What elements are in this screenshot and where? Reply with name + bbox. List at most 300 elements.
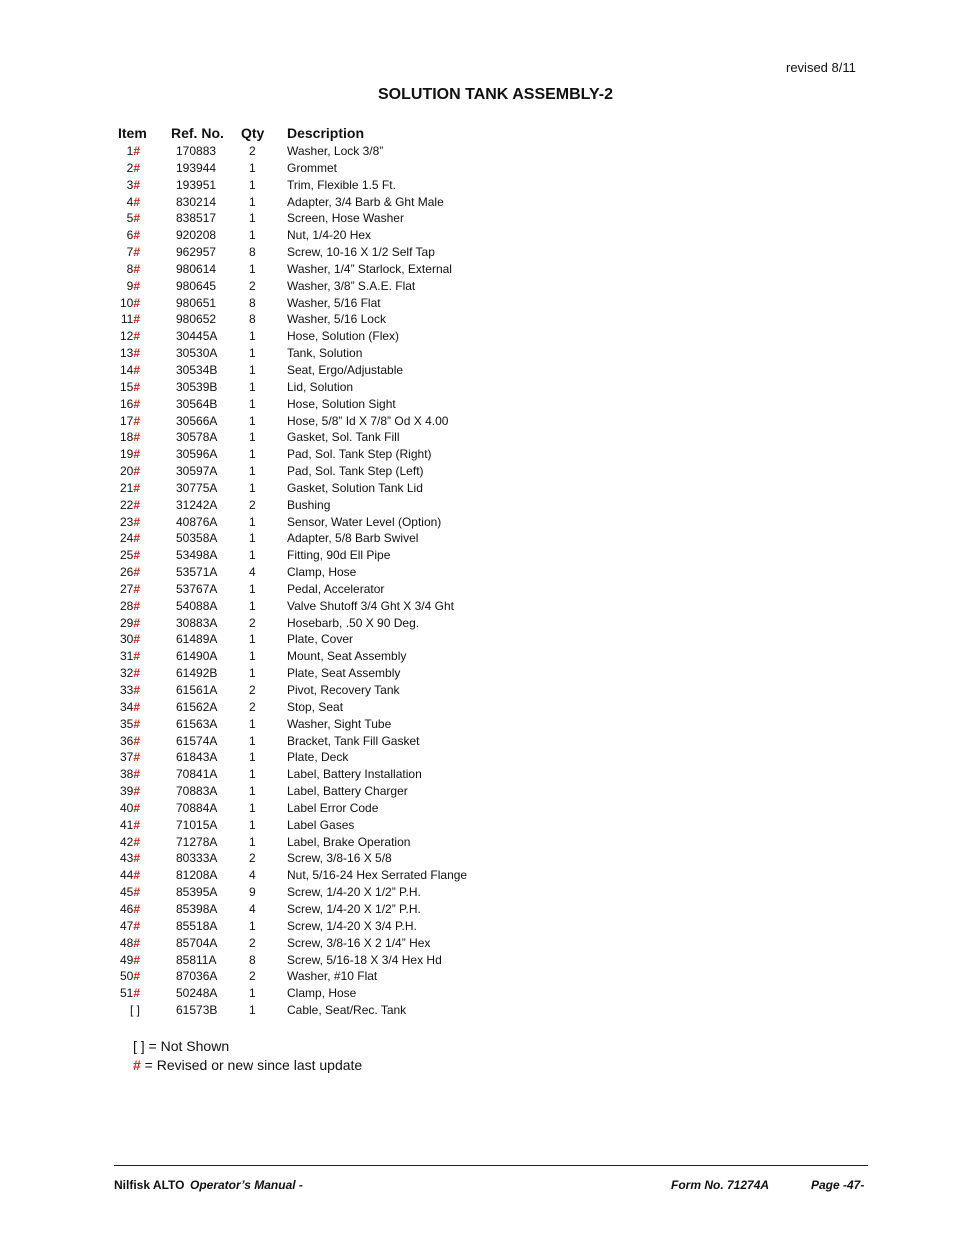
quantity: 1 (249, 581, 256, 596)
description: Label Error Code (287, 800, 379, 815)
quantity: 2 (249, 615, 256, 630)
ref-number: 61573B (176, 1003, 218, 1018)
table-row (100, 463, 520, 480)
item-number-value: 25 (119, 548, 134, 563)
item-number (120, 682, 140, 699)
item-number (120, 733, 140, 750)
revision-mark: # (133, 834, 140, 849)
description: Screw, 3/8-16 X 5/8 (287, 851, 392, 866)
description: Plate, Seat Assembly (287, 666, 401, 681)
item-number (120, 615, 140, 632)
description: Washer, Sight Tube (287, 716, 392, 731)
item-number-value: 29 (119, 615, 134, 630)
quantity: 1 (249, 228, 256, 243)
description: Washer, 5/16 Flat (287, 295, 381, 310)
table-row (100, 783, 520, 800)
item-number (127, 143, 140, 160)
table-row (100, 935, 520, 952)
description: Clamp, Hose (287, 986, 357, 1001)
description: Plate, Deck (287, 750, 349, 765)
quantity: 1 (249, 918, 256, 933)
item-number (127, 160, 140, 177)
item-number-value: 15 (119, 379, 134, 394)
description: Nut, 1/4-20 Hex (287, 228, 372, 243)
table-row (100, 497, 520, 514)
quantity: 4 (249, 868, 256, 883)
ref-number: 70884A (176, 800, 218, 815)
revision-mark: # (133, 329, 140, 344)
ref-number: 53571A (176, 565, 218, 580)
ref-number: 70883A (176, 784, 218, 799)
revised-date: revised 8/11 (786, 60, 856, 75)
revision-mark: # (133, 935, 140, 950)
quantity: 1 (249, 413, 256, 428)
description: Lid, Solution (287, 379, 354, 394)
description: Nut, 5/16-24 Hex Serrated Flange (287, 868, 468, 883)
table-row (100, 295, 520, 312)
revision-mark: # (133, 598, 140, 613)
revision-mark: # (133, 261, 140, 276)
item-number-value: 49 (119, 952, 134, 967)
item-number (120, 918, 140, 935)
ref-number: 980614 (176, 261, 217, 276)
quantity: 1 (249, 750, 256, 765)
revision-mark: # (133, 480, 140, 495)
column-header-item: Item (118, 125, 147, 141)
table-row (100, 194, 520, 211)
item-number-value: 38 (119, 767, 134, 782)
item-number-value: 46 (119, 901, 134, 916)
item-number-value: 37 (119, 750, 134, 765)
table-row (100, 413, 520, 430)
quantity: 1 (249, 160, 256, 175)
item-number (120, 598, 140, 615)
ref-number: 85395A (176, 885, 218, 900)
description: Trim, Flexible 1.5 Ft. (287, 177, 396, 192)
item-number-value: 4 (126, 194, 134, 209)
table-row (100, 362, 520, 379)
ref-number: 30539B (176, 379, 218, 394)
ref-number: 30566A (176, 413, 218, 428)
item-number (120, 413, 140, 430)
quantity: 1 (249, 598, 256, 613)
item-number (120, 530, 140, 547)
table-row (100, 244, 520, 261)
item-number-value: 35 (119, 716, 134, 731)
item-number-value: 36 (119, 733, 134, 748)
item-number (120, 514, 140, 531)
revision-mark: # (133, 413, 140, 428)
item-number-value: 31 (119, 649, 134, 664)
table-row (100, 530, 520, 547)
quantity: 2 (249, 497, 256, 512)
item-number (120, 766, 140, 783)
item-number-value: 42 (119, 834, 134, 849)
item-number-value: 12 (119, 329, 134, 344)
quantity: 1 (249, 177, 256, 192)
ref-number: 53767A (176, 581, 218, 596)
description: Bushing (287, 497, 331, 512)
item-number (120, 985, 140, 1002)
quantity: 9 (249, 885, 256, 900)
item-number-value: 10 (119, 295, 134, 310)
description: Gasket, Solution Tank Lid (287, 480, 423, 495)
quantity: 1 (249, 464, 256, 479)
item-number-value: 51 (119, 986, 134, 1001)
item-number (120, 345, 140, 362)
table-row (100, 598, 520, 615)
revision-mark: # (133, 144, 140, 158)
item-number (127, 227, 140, 244)
footer-brand: Nilfisk ALTO (114, 1178, 185, 1192)
item-number (120, 952, 140, 969)
description: Screw, 5/16-18 X 3/4 Hex Hd (287, 952, 442, 967)
description: Label, Battery Installation (287, 767, 422, 782)
item-number-value: 33 (119, 683, 134, 697)
table-row (100, 682, 520, 699)
quantity: 1 (249, 396, 256, 411)
footer-divider (114, 1165, 868, 1166)
revision-mark: # (133, 295, 140, 310)
item-number (120, 901, 140, 918)
item-number-value: 34 (119, 699, 134, 714)
ref-number: 70841A (176, 767, 218, 782)
revision-mark: # (133, 312, 140, 327)
quantity: 1 (249, 548, 256, 563)
ref-number: 85811A (176, 952, 217, 967)
revision-mark: # (133, 817, 140, 832)
footer-manual-title: Operator’s Manual - (190, 1178, 303, 1192)
revision-mark: # (133, 581, 140, 596)
item-number (120, 648, 140, 665)
item-number-value: 19 (119, 447, 134, 462)
table-row (100, 615, 520, 632)
quantity: 1 (249, 784, 256, 799)
revision-mark: # (133, 278, 140, 293)
item-number (120, 716, 140, 733)
item-number (120, 699, 140, 716)
item-number-value: 30 (119, 632, 134, 647)
revision-mark: # (133, 851, 140, 866)
column-header-description: Description (287, 125, 365, 141)
table-row (100, 648, 520, 665)
item-number-value: 45 (119, 885, 134, 900)
table-row (100, 817, 520, 834)
item-number (127, 244, 140, 261)
ref-number: 980652 (176, 312, 217, 327)
item-number-value: 50 (119, 969, 134, 984)
table-row (100, 177, 520, 194)
ref-number: 980645 (176, 278, 217, 293)
revision-mark: # (133, 177, 140, 192)
item-number (120, 328, 140, 345)
revision-mark: # (133, 666, 140, 681)
ref-number: 193944 (176, 160, 217, 175)
table-row (100, 328, 520, 345)
description: Label, Brake Operation (287, 834, 411, 849)
ref-number: 30445A (176, 329, 218, 344)
description: Pad, Sol. Tank Step (Left) (287, 464, 424, 479)
description: Washer, #10 Flat (287, 969, 378, 984)
item-number (127, 261, 140, 278)
table-row (100, 665, 520, 682)
table-row (100, 210, 520, 227)
item-number (120, 463, 140, 480)
quantity: 1 (249, 430, 256, 445)
revision-mark: # (133, 396, 140, 411)
ref-number: 50358A (176, 531, 218, 546)
revision-mark: # (133, 952, 140, 967)
quantity: 8 (249, 312, 256, 327)
item-number-value: 9 (126, 278, 134, 293)
table-row (100, 834, 520, 851)
description: Hose, Solution (Flex) (287, 329, 400, 344)
parts-table (100, 125, 520, 1019)
ref-number: 170883 (176, 144, 217, 158)
table-row (100, 1002, 520, 1019)
item-number (120, 446, 140, 463)
revision-mark: # (133, 194, 140, 209)
ref-number: 71278A (176, 834, 218, 849)
table-row (100, 733, 520, 750)
column-header-qty: Qty (241, 125, 265, 141)
revision-mark: # (133, 211, 140, 226)
ref-number: 920208 (176, 228, 217, 243)
item-number (120, 379, 140, 396)
table-row (100, 867, 520, 884)
item-number (127, 278, 140, 295)
revision-mark: # (133, 767, 140, 782)
table-row (100, 379, 520, 396)
item-number-value: 23 (119, 514, 134, 529)
item-number-value: 40 (119, 800, 134, 815)
quantity: 1 (249, 447, 256, 462)
item-number (120, 935, 140, 952)
item-number-value: 16 (119, 396, 134, 411)
item-number (120, 884, 140, 901)
description: Cable, Seat/Rec. Tank (287, 1003, 407, 1018)
quantity: 1 (249, 379, 256, 394)
revision-mark: # (133, 716, 140, 731)
ref-number: 30883A (176, 615, 218, 630)
ref-number: 838517 (176, 211, 217, 226)
table-row (100, 716, 520, 733)
quantity: 1 (249, 1003, 256, 1018)
revision-mark: # (133, 632, 140, 647)
item-number-value: 2 (126, 160, 134, 175)
ref-number: 61562A (176, 699, 218, 714)
description: Label Gases (287, 817, 355, 832)
item-number-value: 13 (119, 346, 134, 361)
item-number (120, 817, 140, 834)
ref-number: 53498A (176, 548, 218, 563)
ref-number: 30596A (176, 447, 218, 462)
item-number (120, 665, 140, 682)
table-row (100, 749, 520, 766)
quantity: 1 (249, 194, 256, 209)
table-row (100, 631, 520, 648)
ref-number: 61492B (176, 666, 218, 681)
revision-mark: # (133, 868, 140, 883)
description: Pedal, Accelerator (287, 581, 385, 596)
description: Hose, 5/8” Id X 7/8” Od X 4.00 (287, 413, 449, 428)
item-number-value: 11 (120, 312, 134, 327)
table-row (100, 547, 520, 564)
item-number-value: 14 (119, 362, 134, 377)
item-number (120, 631, 140, 648)
quantity: 4 (249, 565, 256, 580)
ref-number: 30530A (176, 346, 218, 361)
revision-mark: # (133, 885, 140, 900)
revision-mark: # (133, 464, 140, 479)
description: Screw, 1/4-20 X 1/2” P.H. (287, 885, 421, 900)
revision-mark: # (133, 615, 140, 630)
table-row (100, 160, 520, 177)
ref-number: 61561A (176, 683, 218, 697)
description: Hosebarb, .50 X 90 Deg. (287, 615, 420, 630)
table-row (100, 311, 520, 328)
legend-revised (133, 1057, 362, 1073)
quantity: 1 (249, 733, 256, 748)
ref-number: 830214 (176, 194, 217, 209)
quantity: 1 (249, 986, 256, 1001)
item-number-value: 48 (119, 935, 134, 950)
item-number (120, 749, 140, 766)
description: Gasket, Sol. Tank Fill (287, 430, 400, 445)
quantity: 4 (249, 901, 256, 916)
description: Washer, 5/16 Lock (287, 312, 386, 327)
quantity: 1 (249, 362, 256, 377)
table-row (100, 901, 520, 918)
item-number (130, 1002, 140, 1019)
ref-number: 61563A (176, 716, 218, 731)
description: Pad, Sol. Tank Step (Right) (287, 447, 432, 462)
table-row (100, 766, 520, 783)
table-row (100, 564, 520, 581)
page-title: SOLUTION TANK ASSEMBLY-2 (378, 86, 613, 103)
ref-number: 30534B (176, 362, 218, 377)
description: Pivot, Recovery Tank (287, 683, 400, 697)
quantity: 1 (249, 329, 256, 344)
table-row (100, 918, 520, 935)
item-number (120, 800, 140, 817)
quantity: 1 (249, 632, 256, 647)
revision-mark: # (133, 1057, 141, 1073)
description: Washer, 3/8” S.A.E. Flat (287, 278, 416, 293)
quantity: 1 (249, 211, 256, 226)
item-number (120, 867, 140, 884)
quantity: 2 (249, 699, 256, 714)
description: Plate, Cover (287, 632, 354, 647)
item-number (120, 497, 140, 514)
quantity: 2 (249, 851, 256, 866)
item-number (120, 362, 140, 379)
description: Adapter, 5/8 Barb Swivel (287, 531, 419, 546)
table-row (100, 952, 520, 969)
quantity: 1 (249, 716, 256, 731)
quantity: 2 (249, 935, 256, 950)
ref-number: 61490A (176, 649, 218, 664)
table-row (100, 699, 520, 716)
table-row (100, 514, 520, 531)
description: Sensor, Water Level (Option) (287, 514, 442, 529)
quantity: 2 (249, 683, 256, 697)
description: Washer, 1/4” Starlock, External (287, 261, 452, 276)
description: Screw, 1/4-20 X 3/4 P.H. (287, 918, 417, 933)
column-header-ref-no: Ref. No. (171, 125, 224, 141)
quantity: 8 (249, 952, 256, 967)
description: Bracket, Tank Fill Gasket (287, 733, 420, 748)
quantity: 1 (249, 666, 256, 681)
table-row (100, 581, 520, 598)
ref-number: 85704A (176, 935, 218, 950)
table-row (100, 278, 520, 295)
revision-mark: # (133, 245, 140, 260)
description: Clamp, Hose (287, 565, 357, 580)
quantity: 1 (249, 531, 256, 546)
item-number (127, 177, 140, 194)
revision-mark: # (133, 497, 140, 512)
item-number (120, 564, 140, 581)
ref-number: 87036A (176, 969, 218, 984)
item-number-value: 3 (126, 177, 134, 192)
description: Mount, Seat Assembly (287, 649, 407, 664)
quantity: 2 (249, 144, 256, 158)
table-header (100, 125, 520, 143)
revision-mark: # (133, 733, 140, 748)
revision-mark: # (133, 750, 140, 765)
item-number (120, 480, 140, 497)
ref-number: 80333A (176, 851, 218, 866)
revision-mark: # (133, 346, 140, 361)
quantity: 8 (249, 245, 256, 260)
revision-mark: # (133, 514, 140, 529)
ref-number: 61489A (176, 632, 218, 647)
revision-mark: # (133, 986, 140, 1001)
revision-mark: # (133, 784, 140, 799)
item-number-value: 24 (119, 531, 134, 546)
revision-mark: # (133, 699, 140, 714)
table-row (100, 345, 520, 362)
item-number-value: 32 (119, 666, 134, 681)
ref-number: 193951 (176, 177, 217, 192)
revision-mark: # (133, 800, 140, 815)
item-number-value: 39 (119, 784, 134, 799)
item-number (120, 396, 140, 413)
revision-mark: # (133, 969, 140, 984)
legend-not-shown: [ ] = Not Shown (133, 1038, 230, 1054)
item-number-value: 6 (126, 228, 134, 243)
item-number (120, 429, 140, 446)
revision-mark: # (133, 649, 140, 664)
table-body (100, 143, 520, 1019)
table-row (100, 261, 520, 278)
revision-mark: # (133, 379, 140, 394)
item-number-value: [ ] (129, 1003, 140, 1018)
item-number (127, 210, 140, 227)
quantity: 1 (249, 514, 256, 529)
description: Screw, 10-16 X 1/2 Self Tap (287, 245, 435, 260)
revision-mark: # (133, 565, 140, 580)
table-row (100, 446, 520, 463)
ref-number: 54088A (176, 598, 218, 613)
description: Tank, Solution (287, 346, 363, 361)
item-number (120, 968, 140, 985)
item-number-value: 7 (126, 245, 134, 260)
revision-mark: # (133, 918, 140, 933)
ref-number: 30578A (176, 430, 218, 445)
quantity: 1 (249, 834, 256, 849)
